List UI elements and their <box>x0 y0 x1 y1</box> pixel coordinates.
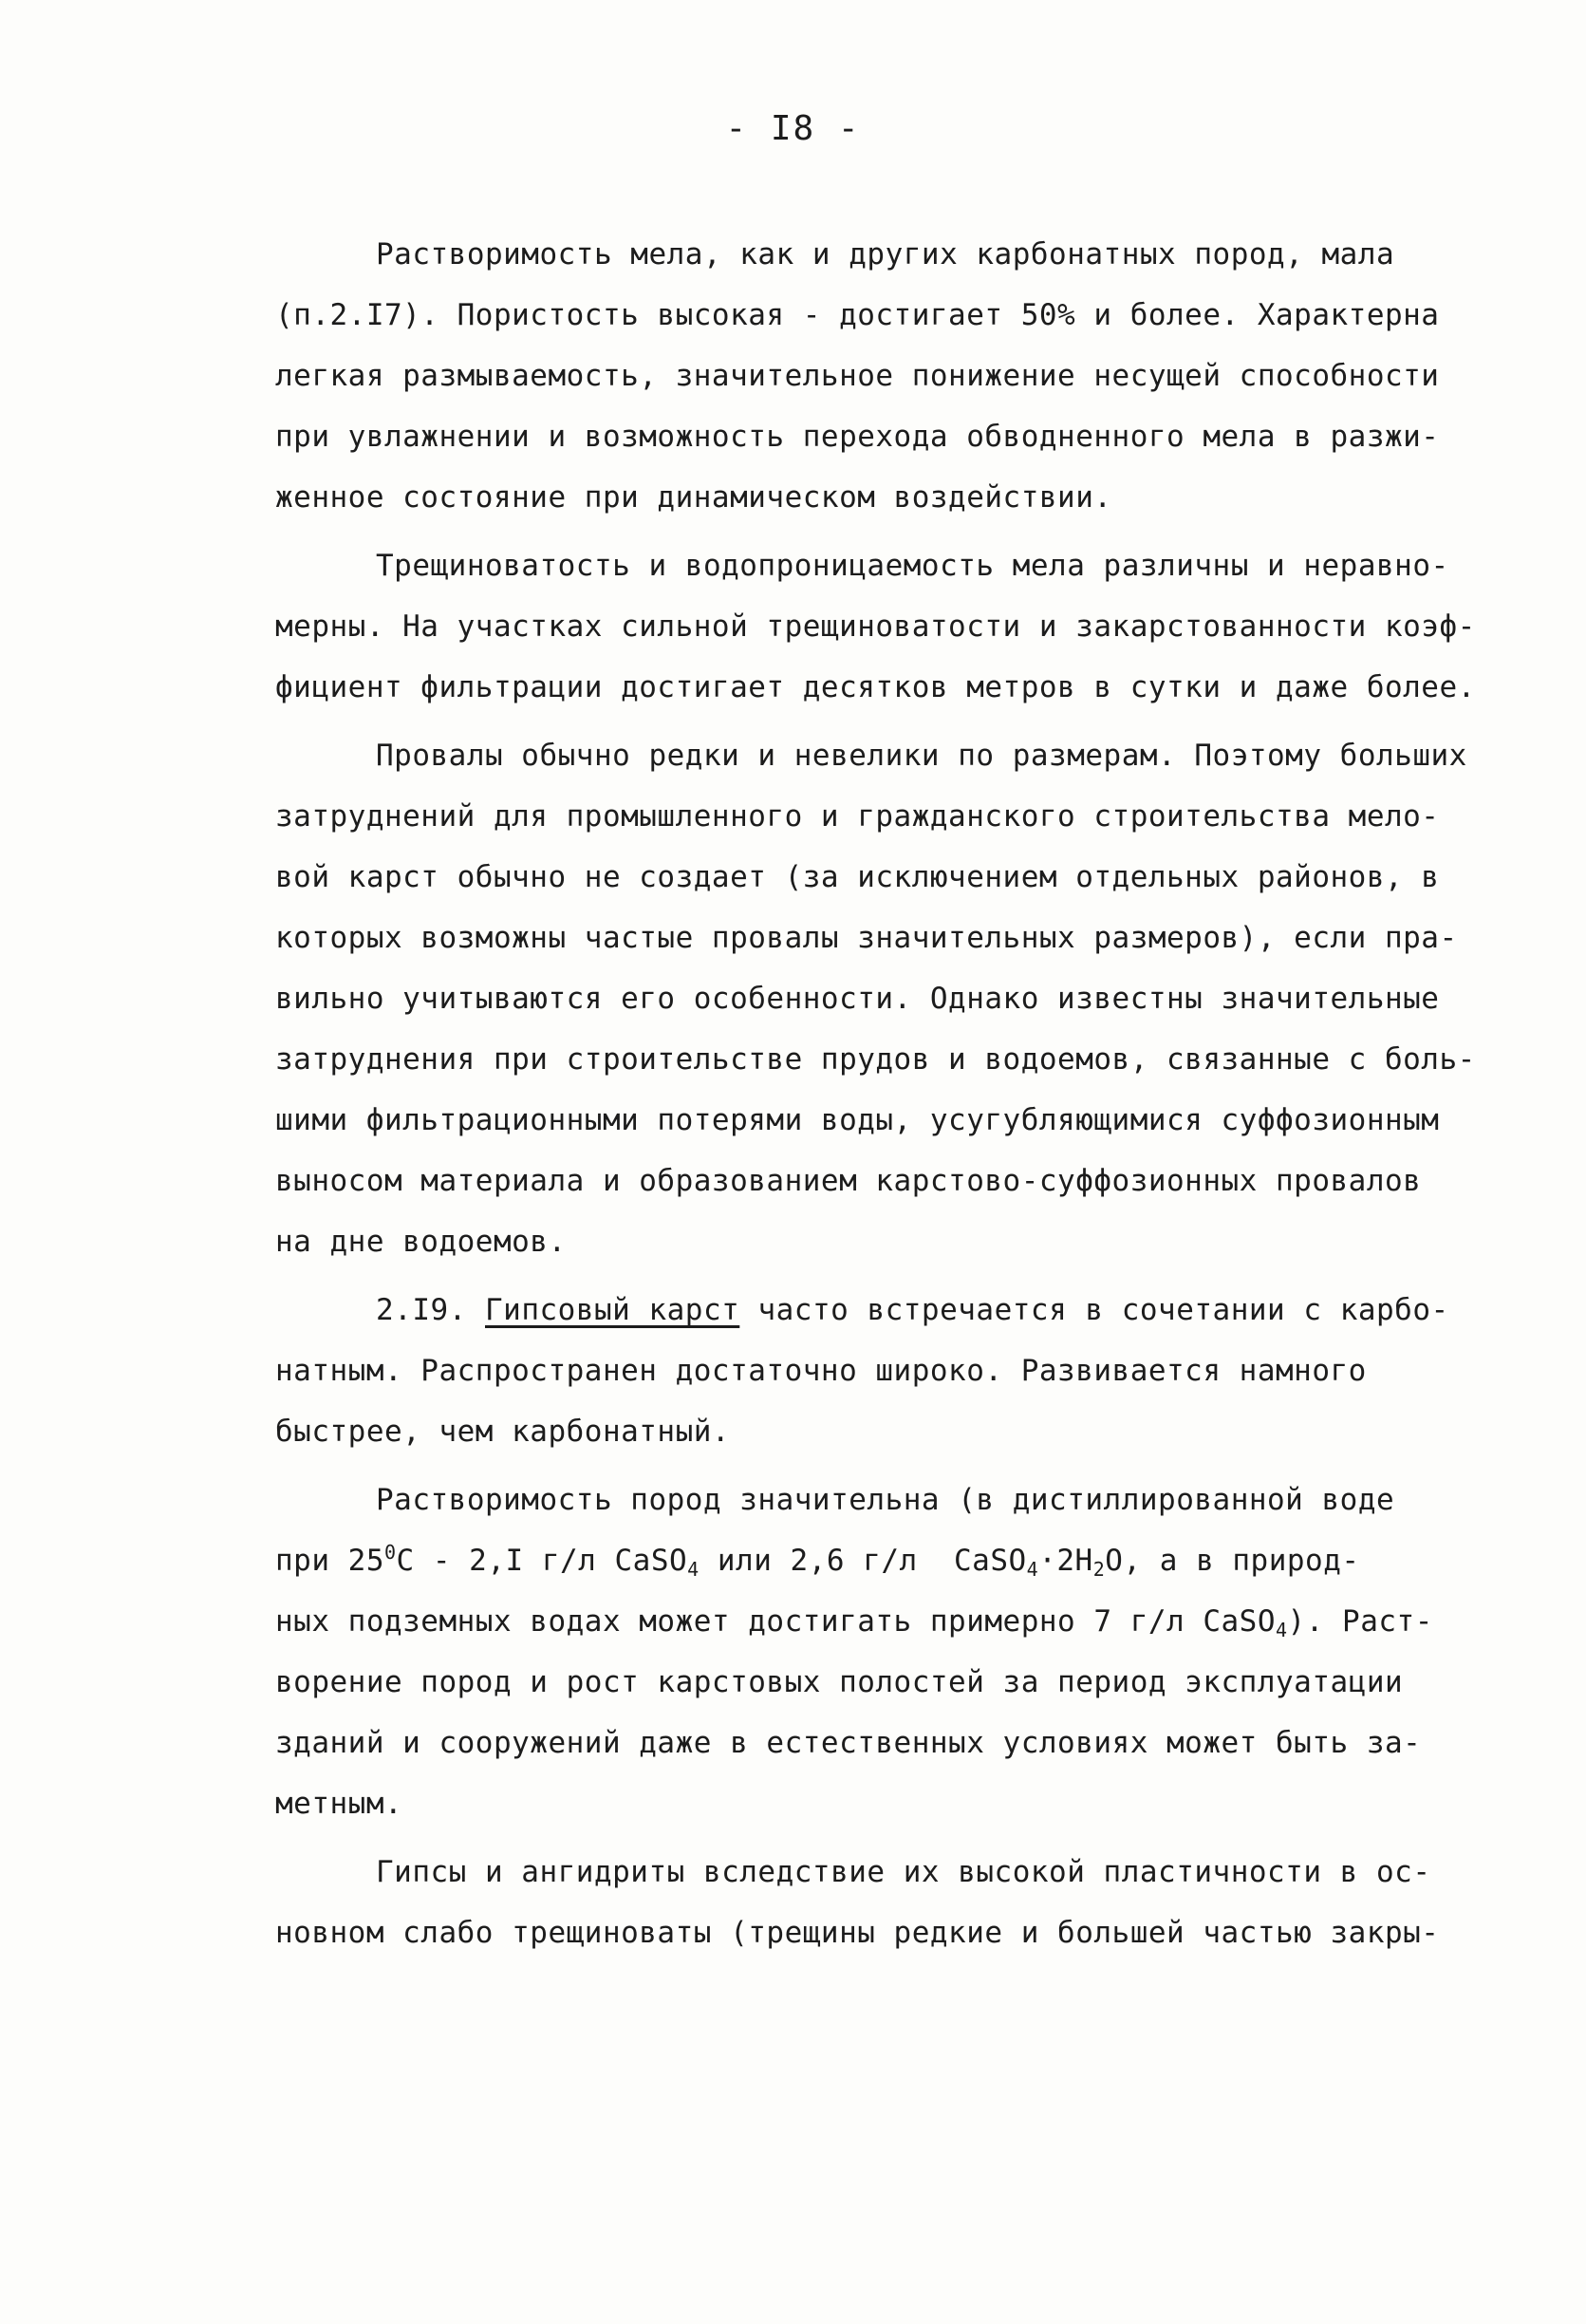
section-line-rest: часто встречается в сочетании с карбо- <box>739 1293 1449 1327</box>
formula-subscript: 2 <box>1092 1558 1106 1581</box>
formula-subscript: 4 <box>687 1558 700 1581</box>
paragraph-gap <box>275 1462 1509 1470</box>
formula-subscript: 4 <box>1276 1619 1288 1641</box>
text-line: метным. <box>275 1787 403 1821</box>
formula-line <box>275 1530 1509 1591</box>
text-line: Трещиноватость и водопроницаемость мела различны и неравно- <box>376 549 1449 583</box>
paragraph-6 <box>275 1842 1509 1963</box>
paragraph-gap <box>275 1272 1509 1280</box>
text-line: натным. Распространен достаточно широко. Развивается намного <box>275 1354 1367 1388</box>
text-line: фициент фильтрации достигает десятков метров в сутки и даже более. <box>275 670 1476 704</box>
section-title: Гипсовый карст <box>485 1293 740 1327</box>
text-line: быстрее, чем карбонатный. <box>275 1415 731 1449</box>
text-line: которых возможны частые провалы значительных размеров), если пра- <box>275 921 1458 955</box>
text-line: затруднений для промышленного и гражданского строительства мело- <box>275 799 1440 834</box>
paragraph-2 <box>275 535 1509 718</box>
text-line: затруднения при строительстве прудов и водоемов, связанные с боль- <box>275 1042 1476 1077</box>
text-fragment: или 2,6 г/л CaSO <box>699 1544 1027 1578</box>
paragraph-3 <box>275 725 1509 1272</box>
text-line: легкая размываемость, значительное понижение несущей способности <box>275 359 1440 393</box>
section-number: 2.I9. <box>376 1293 467 1327</box>
section-heading-line <box>275 1280 1509 1340</box>
text-line: Гипсы и ангидриты вследствие их высокой пластичности в ос- <box>376 1855 1431 1889</box>
paragraph-1 <box>275 224 1509 528</box>
text-fragment: С - 2,I г/л CaSO <box>396 1544 688 1578</box>
text-fragment: ). Раст- <box>1287 1604 1433 1639</box>
text-line: (п.2.I7). Пористость высокая - достигает 50% и более. Характерна <box>275 298 1440 332</box>
paragraph-5 <box>275 1470 1509 1834</box>
text-line: зданий и сооружений даже в естественных условиях может быть за- <box>275 1726 1422 1760</box>
page-number: - I8 - <box>725 109 861 148</box>
formula-subscript: 4 <box>1026 1558 1039 1581</box>
body-text <box>275 224 1509 1963</box>
text-line: на дне водоемов. <box>275 1225 567 1259</box>
text-fragment: ·2H <box>1038 1544 1093 1578</box>
paragraph-gap <box>275 718 1509 725</box>
text-line: новном слабо трещиноваты (трещины редкие и большей частью закры- <box>275 1916 1440 1950</box>
text-line: Провалы обычно редки и невелики по размерам. Поэтому больших <box>376 739 1467 773</box>
text-line: Растворимость пород значительна (в дистиллированной воде <box>376 1483 1395 1517</box>
text-line: вой карст обычно не создает (за исключением отдельных районов, в <box>275 860 1440 894</box>
text-line: выносом материала и образованием карстово-суффозионных провалов <box>275 1164 1422 1198</box>
formula-line <box>275 1591 1509 1652</box>
text-line: Растворимость мела, как и других карбонатных пород, мала <box>376 237 1395 272</box>
paragraph-4-section <box>275 1280 1509 1462</box>
text-fragment: при 25 <box>275 1544 384 1578</box>
text-line: при увлажнении и возможность перехода обводненного мела в разжи- <box>275 420 1440 454</box>
text-fragment: ных подземных водах может достигать примерно 7 г/л CaSO <box>275 1604 1276 1639</box>
text-line: мерны. На участках сильной трещиноватости и закарстованности коэф- <box>275 609 1476 644</box>
text-fragment: O, а в природ- <box>1105 1544 1360 1578</box>
text-line: шими фильтрационными потерями воды, усугубляющимися суффозионным <box>275 1103 1440 1137</box>
text-line: ворение пород и рост карстовых полостей за период эксплуатации <box>275 1665 1404 1699</box>
paragraph-gap <box>275 528 1509 535</box>
degree-superscript: 0 <box>383 1541 397 1564</box>
paragraph-gap <box>275 1834 1509 1842</box>
text-line: женное состояние при динамическом воздействии. <box>275 480 1112 515</box>
text-line: вильно учитываются его особенности. Однако известны значительные <box>275 982 1440 1016</box>
